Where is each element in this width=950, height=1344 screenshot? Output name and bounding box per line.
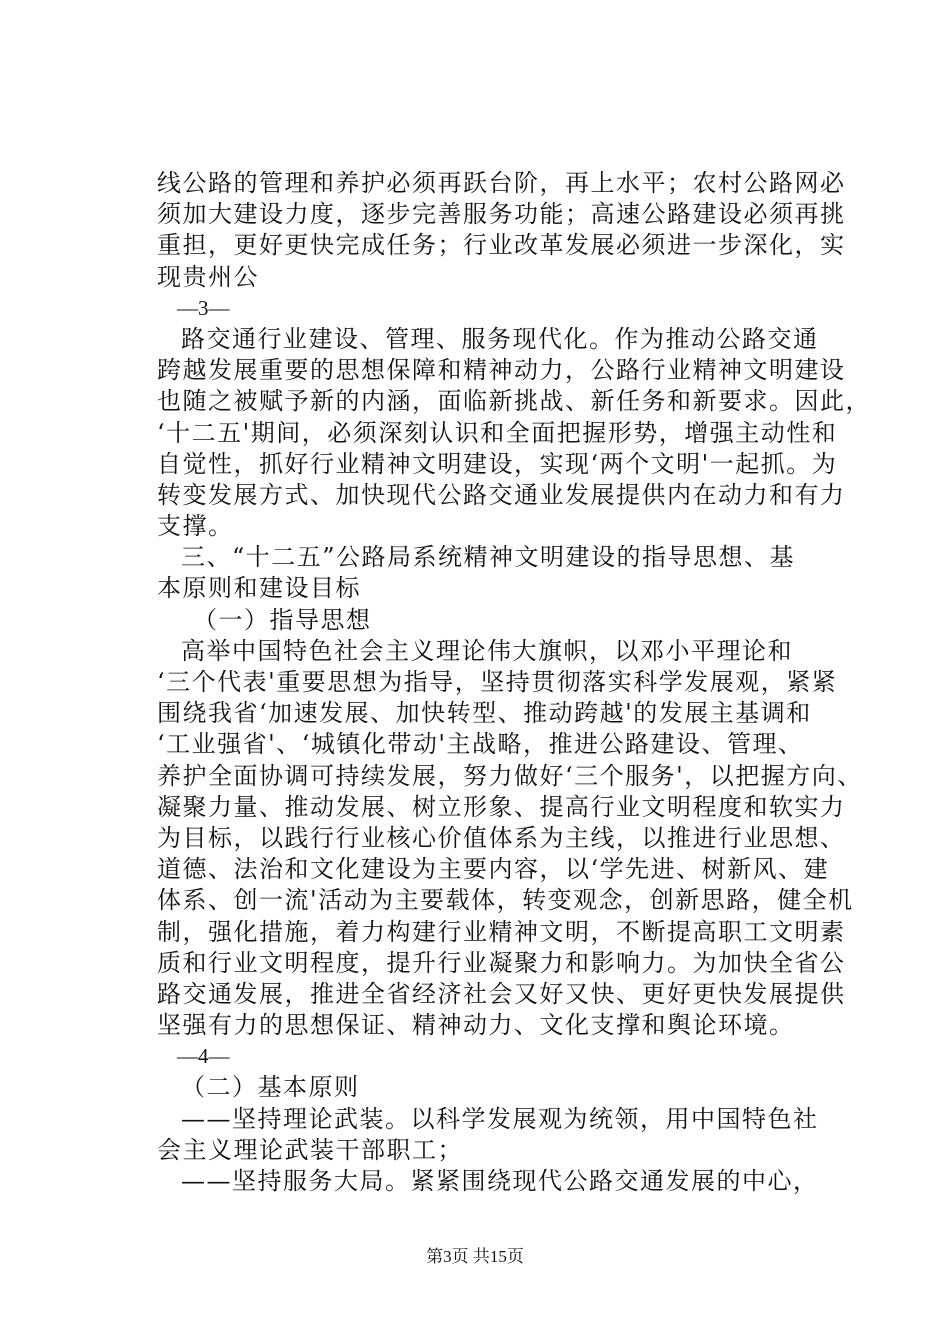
text-line: 体系、创一流'活动为主要载体，转变观念，创新思路，健全机	[157, 886, 854, 915]
page-footer: 第3页 共15页	[426, 1247, 524, 1266]
text-line: 为目标，以践行行业核心价值体系为主线，以推进行业思想、	[157, 823, 846, 852]
text-line: ——坚持理论武装。以科学发展观为统领，用中国特色社	[181, 1104, 819, 1133]
text-line: 也随之被赋予新的内涵，面临新挑战、新任务和新要求。因此，	[157, 387, 871, 416]
text-line: 养护全面协调可持续发展，努力做好‘三个服务'，以把握方向、	[157, 761, 863, 790]
document-body	[157, 168, 871, 1197]
text-line: 道德、法治和文化建设为主要内容，以‘学先进、树新风、建	[157, 855, 830, 884]
text-line: 支撑。	[157, 512, 234, 541]
text-line: ‘三个代表'重要思想为指导，坚持贯彻落实科学发展观，紧紧	[157, 668, 838, 696]
text-line: 自觉性，抓好行业精神文明建设，实现‘两个文明'一起抓。为	[157, 449, 838, 478]
text-line: 凝聚力量、推动发展、树立形象、提高行业文明程度和软实力	[157, 792, 846, 821]
text-line: 坚强有力的思想保证、精神动力、文化支撑和舆论环境。	[157, 1011, 795, 1040]
text-line: 质和行业文明程度，提升行业凝聚力和影响力。为加快全省公	[157, 948, 846, 977]
text-line: 路交通发展，推进全省经济社会又好又快、更好更快发展提供	[157, 979, 846, 1008]
section-heading: 本原则和建设目标	[157, 574, 361, 603]
text-line: ——坚持服务大局。紧紧围绕现代公路交通发展的中心，	[181, 1167, 819, 1195]
text-line: 跨越发展重要的思想保障和精神动力，公路行业精神文明建设	[157, 356, 846, 385]
text-line: 高举中国特色社会主义理论伟大旗帜，以邓小平理论和	[181, 636, 793, 665]
section-heading: 三、“十二五”公路局系统精神文明建设的指导思想、基	[181, 543, 796, 572]
subsection-heading: （一）指导思想	[193, 605, 372, 634]
text-line: 会主义理论武装干部职工；	[157, 1135, 463, 1164]
inline-page-number: —3—	[177, 295, 230, 320]
text-line: 现贵州公	[157, 262, 259, 291]
text-line: 转变发展方式、加快现代公路交通业发展提供内在动力和有力	[157, 480, 846, 509]
text-line: 须加大建设力度，逐步完善服务功能；高速公路建设必须再挑	[157, 200, 846, 229]
text-line: 制，强化措施，着力构建行业精神文明，不断提高职工文明素	[157, 917, 846, 946]
text-line: ‘工业强省'、‘城镇化带动'主战略，推进公路建设、管理、	[157, 730, 804, 759]
text-line: 围绕我省‘加速发展、加快转型、推动跨越'的发展主基调和	[157, 699, 812, 728]
text-line: 路交通行业建设、管理、服务现代化。作为推动公路交通	[181, 324, 819, 353]
text-line: 线公路的管理和养护必须再跃台阶，再上水平；农村公路网必	[157, 169, 846, 197]
text-line: ‘十二五'期间，必须深刻认识和全面把握形势，增强主动性和	[157, 418, 838, 447]
inline-page-number: —4—	[177, 1044, 230, 1069]
text-line: 重担，更好更快完成任务；行业改革发展必须进一步深化，实	[157, 231, 846, 260]
subsection-heading: （二）基本原则	[181, 1073, 360, 1102]
